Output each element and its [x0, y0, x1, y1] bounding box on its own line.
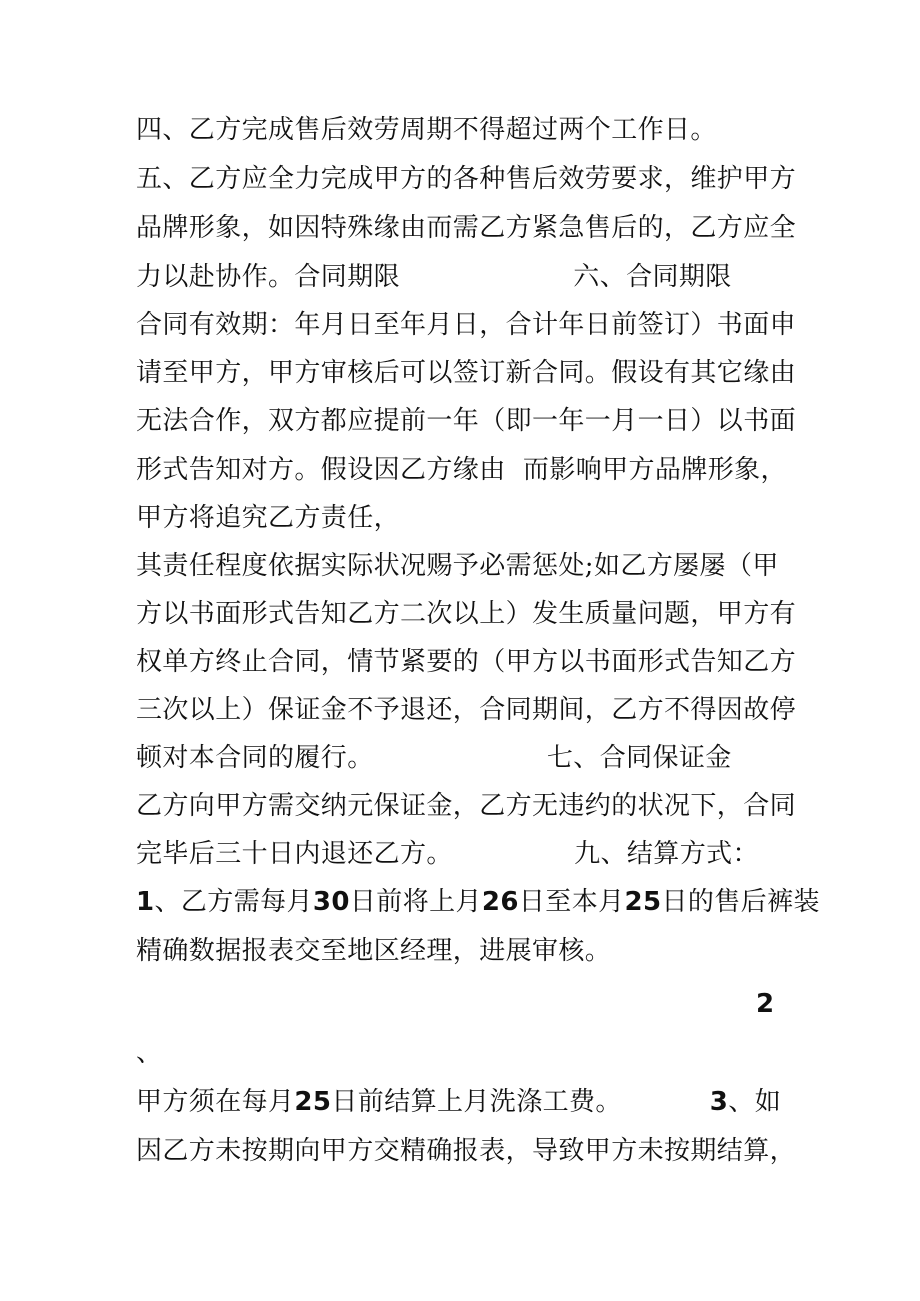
item-number: 1 — [136, 887, 155, 917]
text-line-14: 顿对本合同的履行。 七、合同保证金 — [136, 743, 732, 773]
text-line-2: 五、乙方应全力完成甲方的各种售后效劳要求，维护甲方 — [136, 164, 797, 194]
text-line-16: 完毕后三十日内退还乙方。 九、结算方式： — [136, 839, 759, 869]
text-line-11: 方以书面形式告知乙方二次以上）发生质量问题，甲方有 — [136, 599, 797, 629]
text-line-1: 四、乙方完成售后效劳周期不得超过两个工作日。 — [136, 115, 717, 145]
text-line-8: 形式告知对方。假设因乙方缘由 而影响甲方品牌形象， — [136, 455, 787, 485]
item-2-separator: 、 — [136, 1038, 163, 1068]
text-line-12: 权单方终止合同，情节紧要的（甲方以书面形式告知乙方 — [136, 647, 797, 677]
day-number: 26 — [481, 887, 519, 917]
item-number: 3 — [709, 1087, 729, 1117]
settlement-item-1-continued: 精确数据报表交至地区经理，进展审核。 — [136, 936, 612, 966]
item-2-number: 2 — [756, 989, 775, 1019]
item-text: 日前结算上月洗涤工费。 — [331, 1087, 622, 1117]
text-line-7: 无法合作，双方都应提前一年（即一年一月一日）以书面 — [136, 406, 797, 436]
day-number: 25 — [294, 1087, 332, 1117]
text-line-9: 甲方将追究乙方责任， — [136, 503, 401, 533]
day-number: 25 — [624, 887, 662, 917]
text-line-13: 三次以上）保证金不予退还，合同期间，乙方不得因故停 — [136, 695, 797, 725]
settlement-item-1 — [136, 878, 820, 926]
item-text: 日至本月 — [518, 887, 625, 917]
text-line-10: 其责任程度依据实际状况赐予必需惩处;如乙方屡屡（甲 — [136, 551, 779, 581]
text-line-5: 合同有效期：年月日至年月日，合计年日前签订）书面申 — [136, 310, 797, 340]
item-text: 日的售后裤装 — [661, 887, 820, 917]
item-text: 甲方须在每月 — [136, 1087, 295, 1117]
text-line-4: 力以赴协作。合同期限 六、合同期限 — [136, 262, 732, 292]
item-text: 、乙方需每月 — [154, 887, 313, 917]
text-line-6: 请至甲方，甲方审核后可以签订新合同。假设有其它缘由 — [136, 358, 797, 388]
text-line-15: 乙方向甲方需交纳元保证金，乙方无违约的状况下，合同 — [136, 791, 797, 821]
item-text: 日前将上月 — [349, 887, 482, 917]
settlement-item-3-continued: 因乙方未按期向甲方交精确报表，导致甲方未按期结算， — [136, 1136, 797, 1166]
text-line-3: 品牌形象，如因特殊缘由而需乙方紧急售后的，乙方应全 — [136, 213, 797, 243]
day-number: 30 — [312, 887, 350, 917]
item-text: 、如 — [728, 1087, 782, 1117]
settlement-item-2 — [136, 1078, 781, 1126]
